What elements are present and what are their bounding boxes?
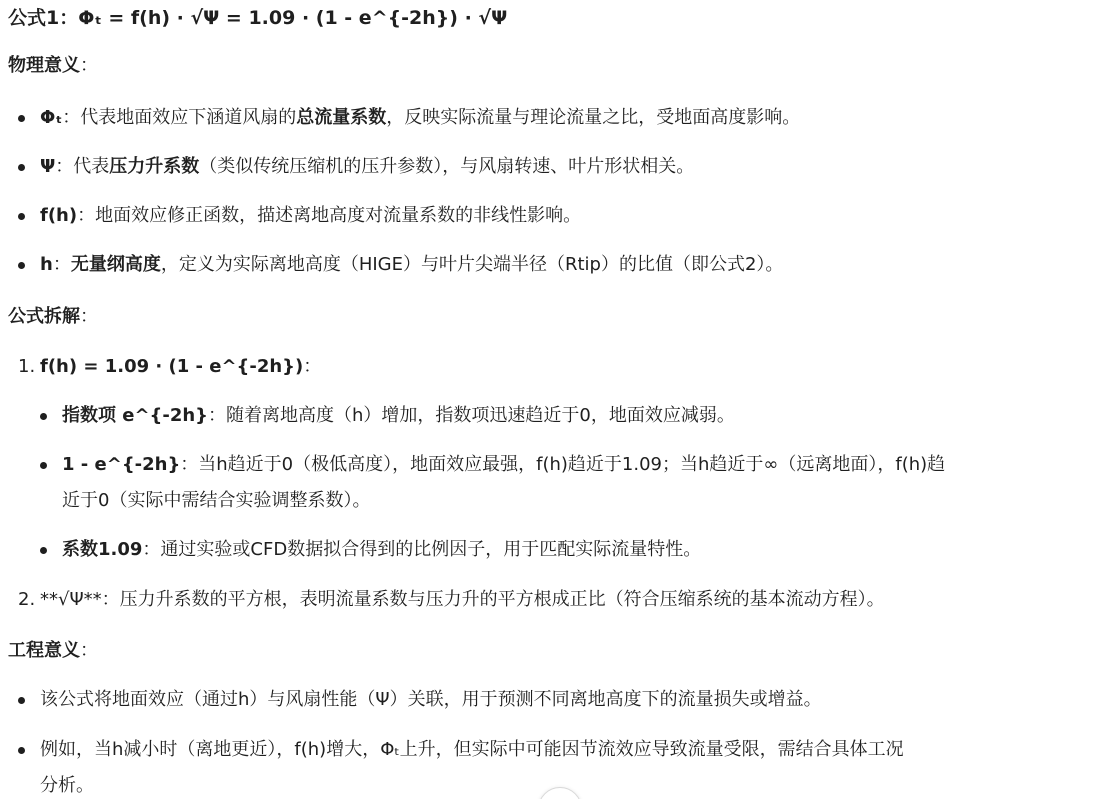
bold-term: 压力升系数 (109, 156, 200, 177)
sub-list-item (62, 537, 701, 563)
rest: ：随着离地高度（h）增加，指数项迅速趋近于0，地面效应减弱。 (208, 405, 735, 426)
bullet-icon (40, 547, 47, 554)
item-number: 1. (18, 356, 36, 377)
scroll-to-bottom-button[interactable] (538, 787, 582, 799)
bullet-icon (40, 413, 47, 420)
term: Φₜ (40, 107, 63, 128)
bullet-icon (18, 697, 25, 704)
numbered-item-1 (18, 354, 322, 380)
bold-term: 系数1.09 (62, 539, 143, 560)
item-number: 2. (18, 589, 36, 610)
item-text: **√Ψ**：压力升系数的平方根，表明流量系数与压力升的平方根成正比（符合压缩系统的基本流动方程）。 (40, 589, 885, 610)
numbered-item-2 (18, 587, 885, 613)
engineering-heading (8, 636, 98, 662)
item-colon: ： (303, 356, 322, 377)
rest: ，定义为实际离地高度（HIGE）与叶片尖端半径（Rtip）的比值（即公式2）。 (160, 254, 784, 275)
list-item (40, 737, 904, 763)
heading-colon: ： (80, 640, 98, 661)
heading-colon: ： (80, 306, 98, 327)
bullet-icon (18, 262, 25, 269)
rest: ：当h趋近于0（极低高度），地面效应最强，f(h)趋近于1.09；当h趋近于∞（远离地面），f(h)趋 (180, 454, 946, 475)
rest: ，反映实际流量与理论流量之比，受地面高度影响。 (386, 107, 801, 128)
physical-meaning-heading (8, 51, 98, 77)
list-item (40, 154, 694, 180)
term: h (40, 254, 53, 275)
heading-text: 公式拆解 (8, 306, 80, 327)
bold-term: 指数项 e^{-2h} (62, 405, 208, 426)
formula-title: 公式1：Φₜ = f(h) · √Ψ = 1.09 · (1 - e^{-2h}) · √Ψ (8, 7, 508, 29)
rest: （类似传统压缩机的压升参数），与风扇转速、叶片形状相关。 (199, 156, 695, 177)
list-item (40, 105, 800, 131)
list-item (40, 687, 822, 713)
bullet-icon (18, 115, 25, 122)
formula-text: f(h) = 1.09 · (1 - e^{-2h}) (40, 356, 304, 377)
item-text: 例如，当h减小时（离地更近），f(h)增大，Φₜ上升，但实际中可能因节流效应导致流量受限，需结合具体工况 (40, 739, 904, 760)
bullet-icon (40, 462, 47, 469)
bullet-icon (18, 164, 25, 171)
breakdown-heading (8, 302, 98, 328)
item-text: 该公式将地面效应（通过h）与风扇性能（Ψ）关联，用于预测不同离地高度下的流量损失或增益。 (40, 689, 822, 710)
heading-colon: ： (80, 55, 98, 76)
term: f(h) (40, 205, 78, 226)
term: Ψ (40, 156, 56, 177)
bold-term: 1 - e^{-2h} (62, 454, 181, 475)
sub-list-item (62, 403, 735, 429)
heading-text: 工程意义 (8, 640, 80, 661)
sub-list-item (62, 452, 945, 478)
bold-term: 无量纲高度 (70, 254, 161, 275)
sub-list-item-continuation: 近于0（实际中需结合实验调整系数）。 (62, 490, 371, 511)
sep: ： (52, 254, 71, 275)
heading-text: 物理意义 (8, 55, 80, 76)
list-item-continuation: 分析。 (40, 775, 94, 796)
rest: ：通过实验或CFD数据拟合得到的比例因子，用于匹配实际流量特性。 (142, 539, 702, 560)
sep: ：地面效应修正函数，描述离地高度对流量系数的非线性影响。 (77, 205, 582, 226)
bullet-icon (18, 213, 25, 220)
sep: ：代表地面效应下涵道风扇的 (62, 107, 297, 128)
sep: ：代表 (55, 156, 110, 177)
list-item (40, 252, 783, 278)
bold-term: 总流量系数 (296, 107, 387, 128)
bullet-icon (18, 747, 25, 754)
list-item (40, 203, 581, 229)
